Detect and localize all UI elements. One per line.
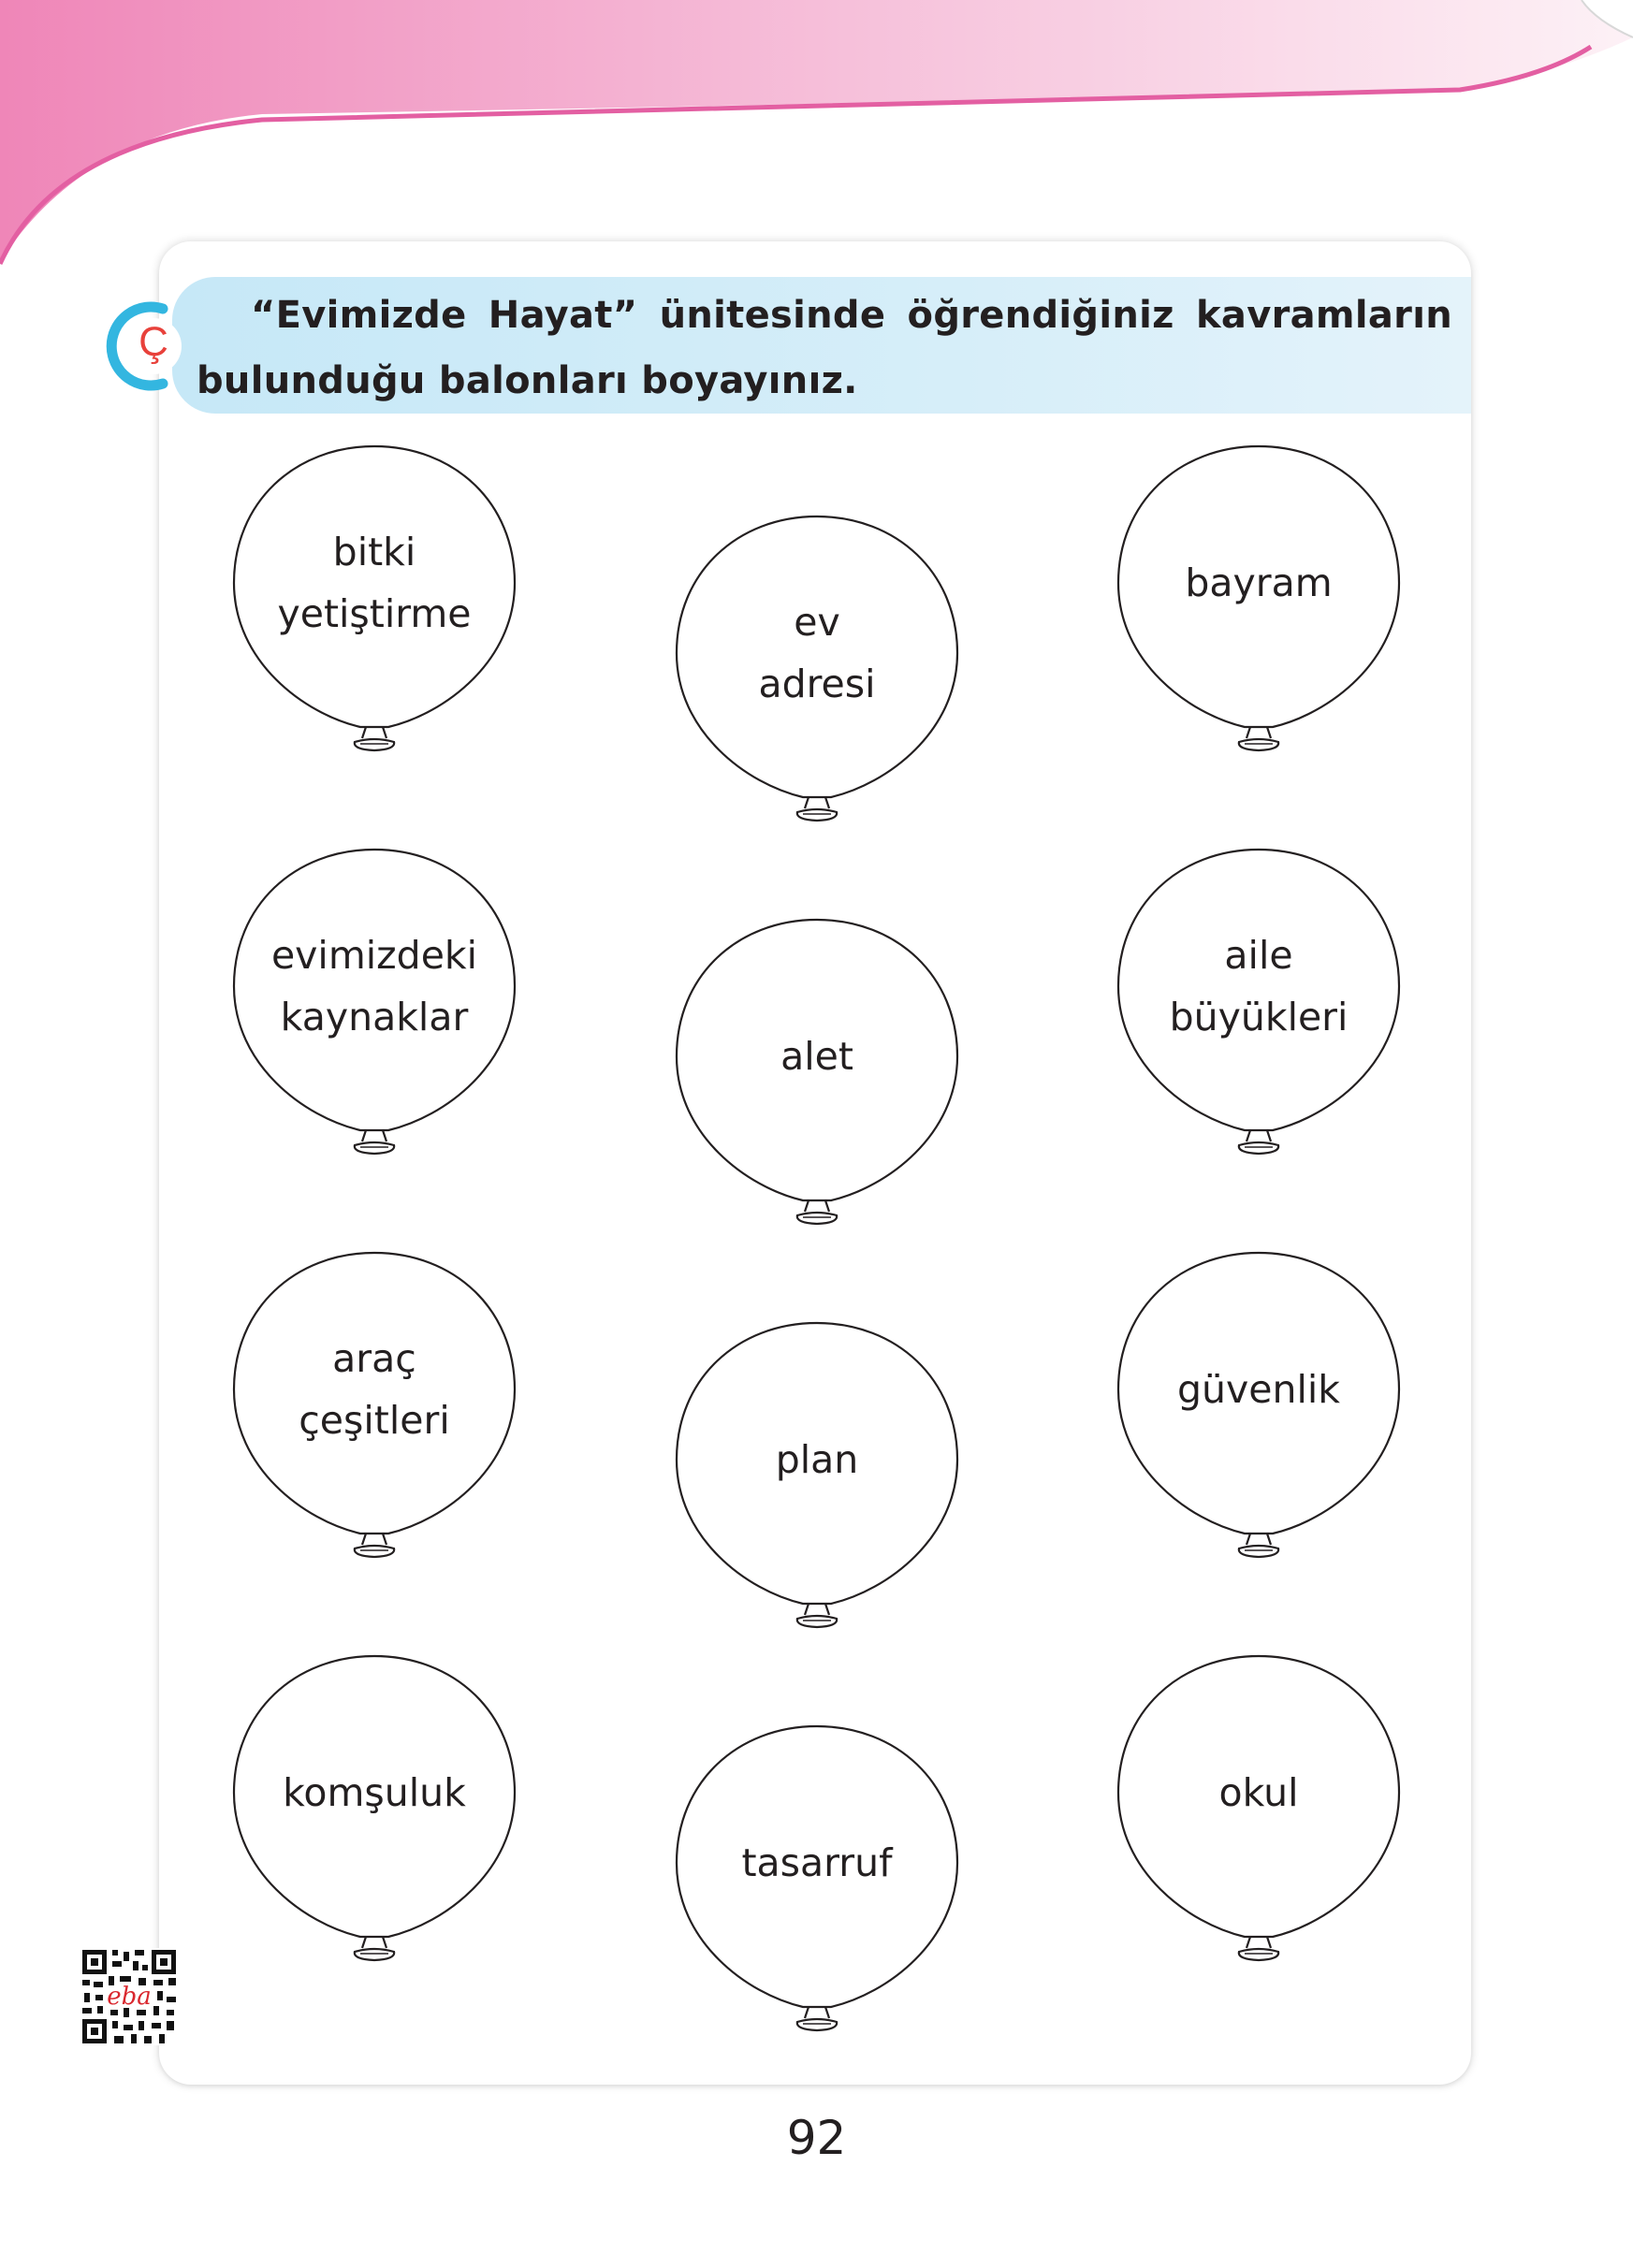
qr-code[interactable] — [80, 1948, 178, 2045]
balloon-label: ev adresi — [758, 600, 876, 706]
balloon-label: plan — [775, 1437, 859, 1482]
balloon[interactable] — [1114, 1251, 1404, 1562]
balloon-knot — [1239, 727, 1278, 750]
balloon-label: bayram — [1185, 560, 1333, 605]
balloon-label: komşuluk — [283, 1770, 466, 1815]
balloon[interactable] — [672, 515, 962, 825]
balloon-knot — [1239, 1130, 1278, 1154]
balloon-label: okul — [1218, 1770, 1299, 1815]
balloon-label: güvenlik — [1176, 1367, 1340, 1412]
balloon-knot — [355, 1534, 394, 1557]
balloon[interactable] — [229, 1251, 519, 1562]
instruction-text — [197, 283, 1452, 414]
balloon-knot — [1239, 1534, 1278, 1557]
balloon-knot — [355, 727, 394, 750]
balloon-label: araç çeşitleri — [299, 1336, 450, 1443]
balloon-label: evimizdeki kaynaklar — [270, 933, 478, 1040]
balloon[interactable] — [229, 444, 519, 755]
balloon[interactable] — [1114, 848, 1404, 1158]
balloon-label: tasarruf — [741, 1840, 893, 1885]
section-letter: Ç — [139, 319, 168, 365]
balloon-knot — [355, 1130, 394, 1154]
balloon[interactable] — [229, 848, 519, 1158]
balloon-label: aile büyükleri — [1169, 933, 1349, 1040]
balloon-knot — [1239, 1937, 1278, 1960]
balloon[interactable] — [672, 1724, 962, 2035]
balloon-knot — [797, 1604, 837, 1627]
balloon-knot — [797, 2007, 837, 2030]
balloon-label: alet — [780, 1034, 853, 1079]
balloon-knot — [797, 797, 837, 821]
balloon-knot — [355, 1937, 394, 1960]
qr-logo-text: eba — [107, 1983, 152, 2011]
instruction-sentence: “Evimizde Hayat” ünitesinde öğrendiğiniz kavramların bulunduğu balonları boyayınız. — [197, 294, 1452, 402]
balloon[interactable] — [672, 918, 962, 1228]
balloon[interactable] — [229, 1654, 519, 1965]
balloon-knot — [797, 1200, 837, 1224]
balloon[interactable] — [1114, 1654, 1404, 1965]
balloon[interactable] — [672, 1321, 962, 1632]
page-number: 92 — [786, 2111, 847, 2165]
header-band — [0, 0, 1633, 281]
balloon-label: bitki yetiştirme — [277, 530, 472, 636]
balloon[interactable] — [1114, 444, 1404, 755]
